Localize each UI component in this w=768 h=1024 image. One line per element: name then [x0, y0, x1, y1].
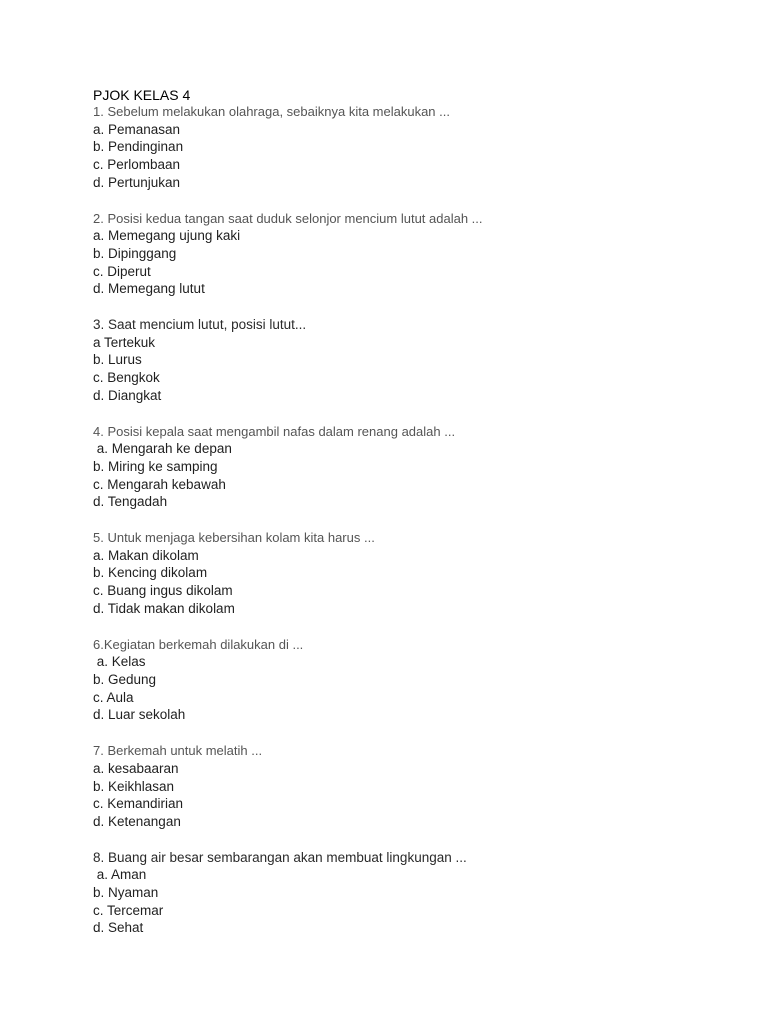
option-c: c. Perlombaan	[93, 157, 181, 173]
option-a: a Tertekuk	[93, 334, 156, 350]
option-a: a. Makan dikolam	[93, 547, 199, 563]
question-5	[93, 529, 733, 618]
option-d: d. Pertunjukan	[93, 174, 181, 190]
question-7	[93, 742, 733, 831]
question-8	[93, 849, 733, 938]
option-c: c. Kemandirian	[93, 796, 184, 812]
question-3	[93, 316, 733, 405]
option-b: b. Keikhlasan	[93, 778, 175, 794]
option-a: a. Pemanasan	[93, 121, 181, 137]
question-1	[93, 103, 733, 192]
option-d: d. Sehat	[93, 920, 144, 936]
question-text: 6.Kegiatan berkemah dilakukan di ...	[93, 636, 304, 652]
question-text: 7. Berkemah untuk melatih ...	[93, 743, 263, 759]
option-b: b. Dipinggang	[93, 245, 177, 261]
option-b: b. Nyaman	[93, 885, 159, 901]
question-text: 5. Untuk menjaga kebersihan kolam kita harus ...	[93, 530, 375, 546]
question-text: 3. Saat mencium lutut, posisi lutut...	[93, 317, 307, 333]
option-b: b. Pendinginan	[93, 139, 184, 155]
option-a: a. Aman	[93, 867, 147, 883]
option-d: d. Tengadah	[93, 494, 168, 510]
option-c: c. Tercemar	[93, 902, 164, 918]
option-b: b. Kencing dikolam	[93, 565, 208, 581]
question-text: 2. Posisi kedua tangan saat duduk selonjor mencium lutut adalah ...	[93, 210, 483, 226]
option-d: d. Ketenangan	[93, 813, 181, 829]
option-b: b. Lurus	[93, 352, 142, 368]
question-4	[93, 423, 733, 512]
option-c: c. Aula	[93, 689, 134, 705]
option-d: d. Luar sekolah	[93, 707, 186, 723]
question-6	[93, 636, 733, 725]
option-b: b. Miring ke samping	[93, 458, 218, 474]
option-d: d. Tidak makan dikolam	[93, 600, 235, 616]
question-text: 4. Posisi kepala saat mengambil nafas dalam renang adalah ...	[93, 423, 456, 439]
option-c: c. Mengarah kebawah	[93, 476, 226, 492]
option-c: c. Buang ingus dikolam	[93, 583, 233, 599]
question-2	[93, 210, 733, 299]
option-d: d. Diangkat	[93, 387, 162, 403]
option-a: a. Mengarah ke depan	[93, 441, 232, 457]
option-c: c. Bengkok	[93, 370, 160, 386]
document-page	[93, 86, 733, 955]
option-c: c. Diperut	[93, 263, 151, 279]
option-a: a. Kelas	[93, 654, 146, 670]
option-b: b. Gedung	[93, 671, 157, 687]
page-title: PJOK KELAS 4	[93, 87, 191, 103]
option-a: a. Memegang ujung kaki	[93, 228, 241, 244]
question-text: 8. Buang air besar sembarangan akan membuat lingkungan ...	[93, 849, 467, 865]
option-d: d. Memegang lutut	[93, 281, 205, 297]
option-a: a. kesabaaran	[93, 760, 179, 776]
question-text: 1. Sebelum melakukan olahraga, sebaiknya kita melakukan ...	[93, 104, 450, 119]
